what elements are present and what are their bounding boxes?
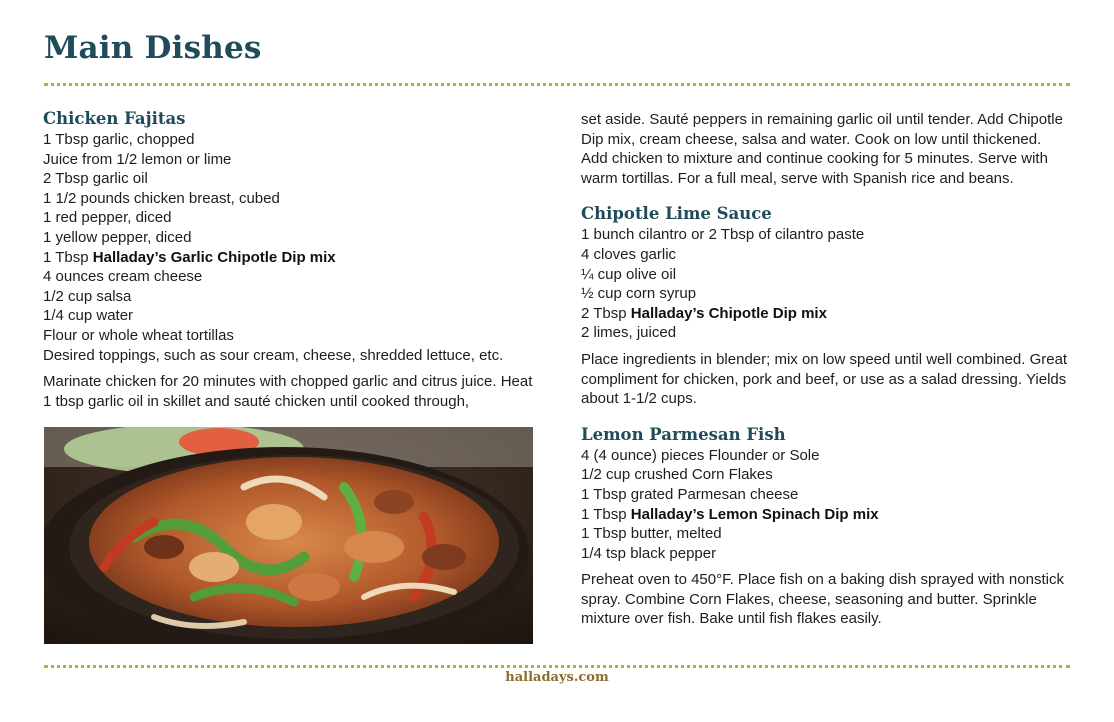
ingredient: 2 Tbsp garlic oil — [43, 170, 148, 188]
product-name: Halladay’s Chipotle Dip mix — [630, 304, 827, 322]
ingredient: 1 Tbsp butter, melted — [581, 525, 722, 543]
recipe-title-chipotle-lime-sauce: Chipotle Lime Sauce — [581, 204, 772, 224]
ingredient: Juice from 1/2 lemon or lime — [43, 150, 232, 168]
ingredient: 2 limes, juiced — [581, 324, 677, 342]
ingredient: 1/2 cup crushed Corn Flakes — [581, 466, 773, 484]
ingredient: 1 Tbsp garlic, chopped — [43, 131, 195, 148]
directions-chicken-fajitas-continued: set aside. Sauté peppers in remaining garlic oil until tender. Add Chipotle Dip mix, cream cheese, salsa and water. Cook on low until thickened. Add chicken to mixture and continue cooking for 5 minutes. Serve with warm tortillas. For a full meal, serve with Spanish rice and beans. — [581, 111, 1063, 187]
ingredient: ½ cup corn syrup — [581, 285, 697, 303]
ingredient: Flour or whole wheat tortillas — [43, 326, 234, 344]
fajitas-photo — [44, 427, 533, 644]
ingredient: 1/2 cup salsa — [43, 287, 132, 305]
ingredient-list-chipotle-lime-sauce — [581, 225, 1071, 343]
ingredient: 4 cloves garlic — [581, 245, 677, 263]
recipe-title-lemon-parmesan-fish: Lemon Parmesan Fish — [581, 424, 786, 444]
product-name: Halladay’s Garlic Chipotle Dip mix — [92, 248, 336, 266]
footer-website-link[interactable]: halladays.com — [505, 670, 609, 685]
ingredient: 1/4 tsp black pepper — [581, 544, 717, 562]
ingredient — [581, 505, 1071, 525]
directions-chicken-fajitas: Marinate chicken for 20 minutes with chopped garlic and citrus juice. Heat 1 tbsp garlic oil in skillet and sauté chicken until cooked through, — [43, 373, 533, 410]
top-divider — [44, 83, 1070, 86]
ingredient-amount: 2 Tbsp — [581, 304, 631, 322]
ingredient: 1 bunch cilantro or 2 Tbsp of cilantro paste — [581, 226, 865, 244]
ingredient: 4 (4 ounce) pieces Flounder or Sole — [581, 446, 820, 464]
ingredient — [43, 248, 543, 268]
ingredient: ¼ cup olive oil — [581, 265, 677, 283]
ingredient: 1 Tbsp grated Parmesan cheese — [581, 485, 799, 503]
product-name: Halladay’s Lemon Spinach Dip mix — [630, 505, 879, 523]
ingredient: 1 red pepper, diced — [43, 209, 172, 227]
ingredient-amount: 1 Tbsp — [581, 505, 631, 523]
page-title: Main Dishes — [44, 30, 262, 66]
ingredient: 1 1/2 pounds chicken breast, cubed — [43, 189, 280, 207]
ingredient: 4 ounces cream cheese — [43, 268, 203, 286]
ingredient-list-chicken-fajitas — [43, 130, 543, 365]
ingredient — [581, 304, 1071, 324]
ingredient: 1/4 cup water — [43, 307, 134, 325]
bottom-divider — [44, 665, 1070, 668]
recipe-title-chicken-fajitas: Chicken Fajitas — [43, 109, 186, 128]
ingredient-list-lemon-parmesan-fish — [581, 446, 1071, 564]
ingredient: 1 yellow pepper, diced — [43, 228, 192, 246]
left-column — [43, 108, 543, 411]
directions-chipotle-lime-sauce: Place ingredients in blender; mix on low speed until well combined. Great compliment for chicken, pork and beef, or use as a salad dressing. Yields about 1-1/2 cups. — [581, 350, 1068, 408]
ingredient: Desired toppings, such as sour cream, cheese, shredded lettuce, etc. — [43, 346, 504, 364]
ingredient-amount: 1 Tbsp — [43, 248, 93, 266]
right-column — [581, 110, 1071, 629]
directions-lemon-parmesan-fish: Preheat oven to 450°F. Place fish on a baking dish sprayed with nonstick spray. Combine Corn Flakes, cheese, seasoning and butter. Sprinkle mixture over fish. Bake until fish flakes easily. — [581, 571, 1064, 628]
